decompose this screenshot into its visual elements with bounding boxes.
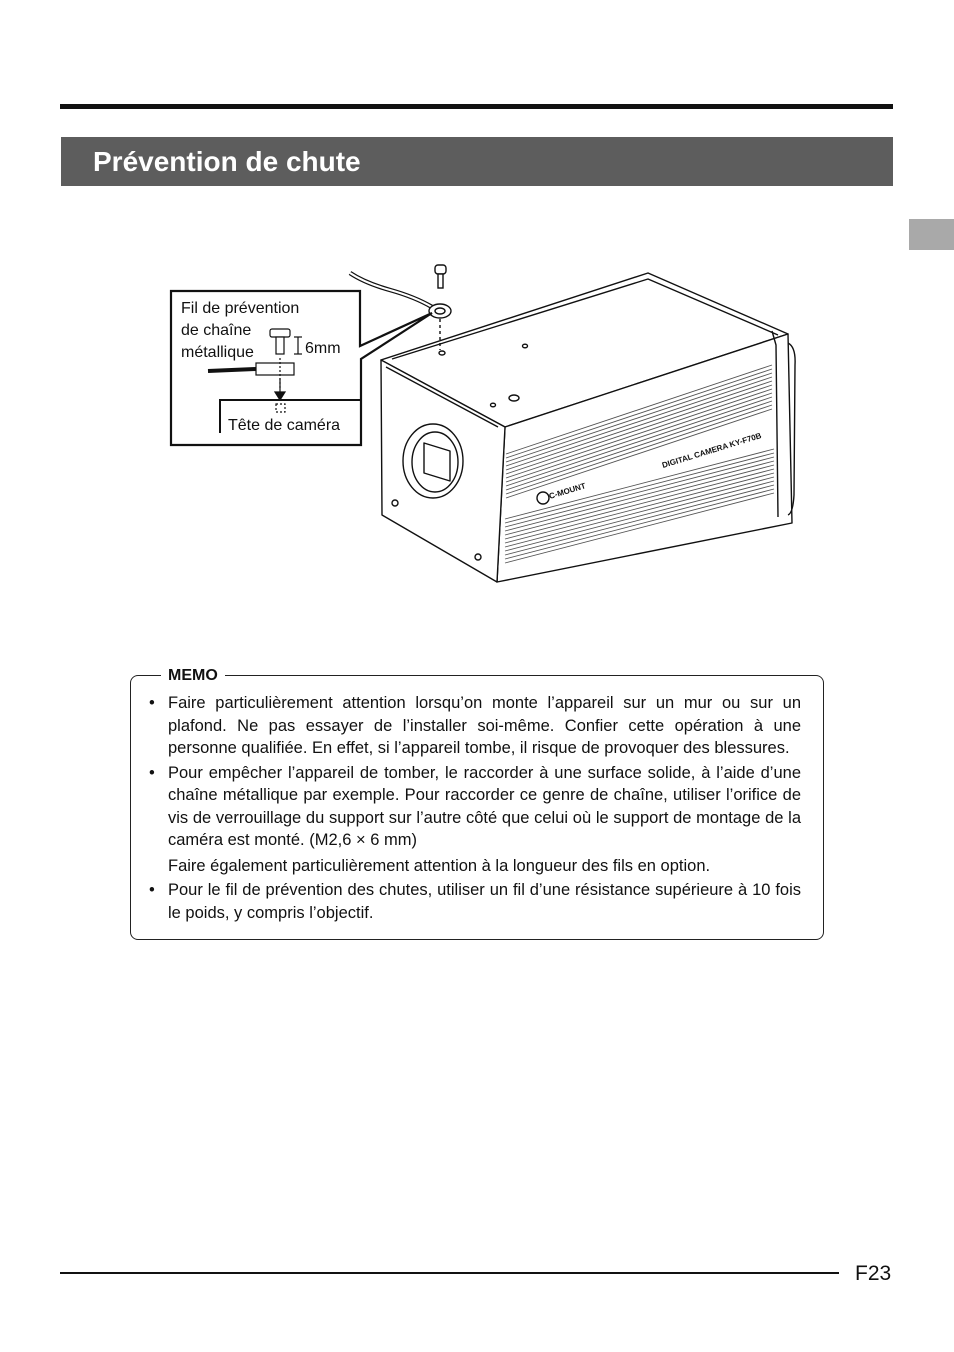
top-rule — [60, 104, 893, 109]
bullet-mark: • — [149, 694, 155, 712]
memo-box — [130, 667, 824, 940]
ring-terminal — [429, 304, 451, 318]
camera-model-label: DIGITAL CAMERA KY-F70B — [660, 431, 763, 470]
memo-item-text: Faire particulièrement attention lorsqu’on monte l’appareil sur un mur ou sur un plafond. Ne pas essayer de l’installer soi-même. Confier cette opération à une personne qualifiée. En effet, si l’appareil tombe, il risque de provoquer des blessures. — [168, 694, 801, 757]
memo-item — [131, 762, 821, 878]
memo-item — [131, 879, 821, 924]
memo-item-text: Pour empêcher l’appareil de tomber, le raccorder à une surface solide, à l’aide d’une chaîne métallique par exemple. Pour raccorder ce genre de chaîne, utiliser l’orifice de vis de verrouillage du support sur l’autre côté que celui où le support de montage de la caméra est monté. (M2,6 × 6 mm) — [168, 763, 801, 849]
memo-item — [131, 692, 821, 760]
memo-item-subtext: Faire également particulièrement attention à la longueur des fils en option. — [168, 856, 711, 875]
side-tab-marker — [909, 219, 954, 250]
page-title: Prévention de chute — [93, 146, 361, 177]
bullet-mark: • — [149, 881, 155, 899]
memo-item-text: Pour le fil de prévention des chutes, utiliser un fil d’une résistance supérieure à 10 fois le poids, y compris l’objectif. — [168, 881, 801, 922]
section-title-bar — [61, 137, 893, 186]
callout-label-line3: métallique — [181, 344, 254, 361]
page-number: F23 — [855, 1262, 892, 1285]
bullet-mark: • — [149, 763, 155, 782]
top-screw — [435, 265, 446, 274]
callout-label-line1: Fil de prévention — [181, 300, 300, 317]
callout-label-line2: de chaîne — [181, 322, 252, 339]
camera-head-label: Tête de caméra — [228, 417, 341, 434]
mount-label: C-MOUNT — [547, 481, 587, 501]
memo-list — [131, 692, 821, 924]
camera-illustration — [160, 255, 800, 600]
dimension-label: 6mm — [305, 340, 341, 357]
memo-title: MEMO — [161, 666, 225, 686]
bottom-rule — [60, 1272, 839, 1274]
